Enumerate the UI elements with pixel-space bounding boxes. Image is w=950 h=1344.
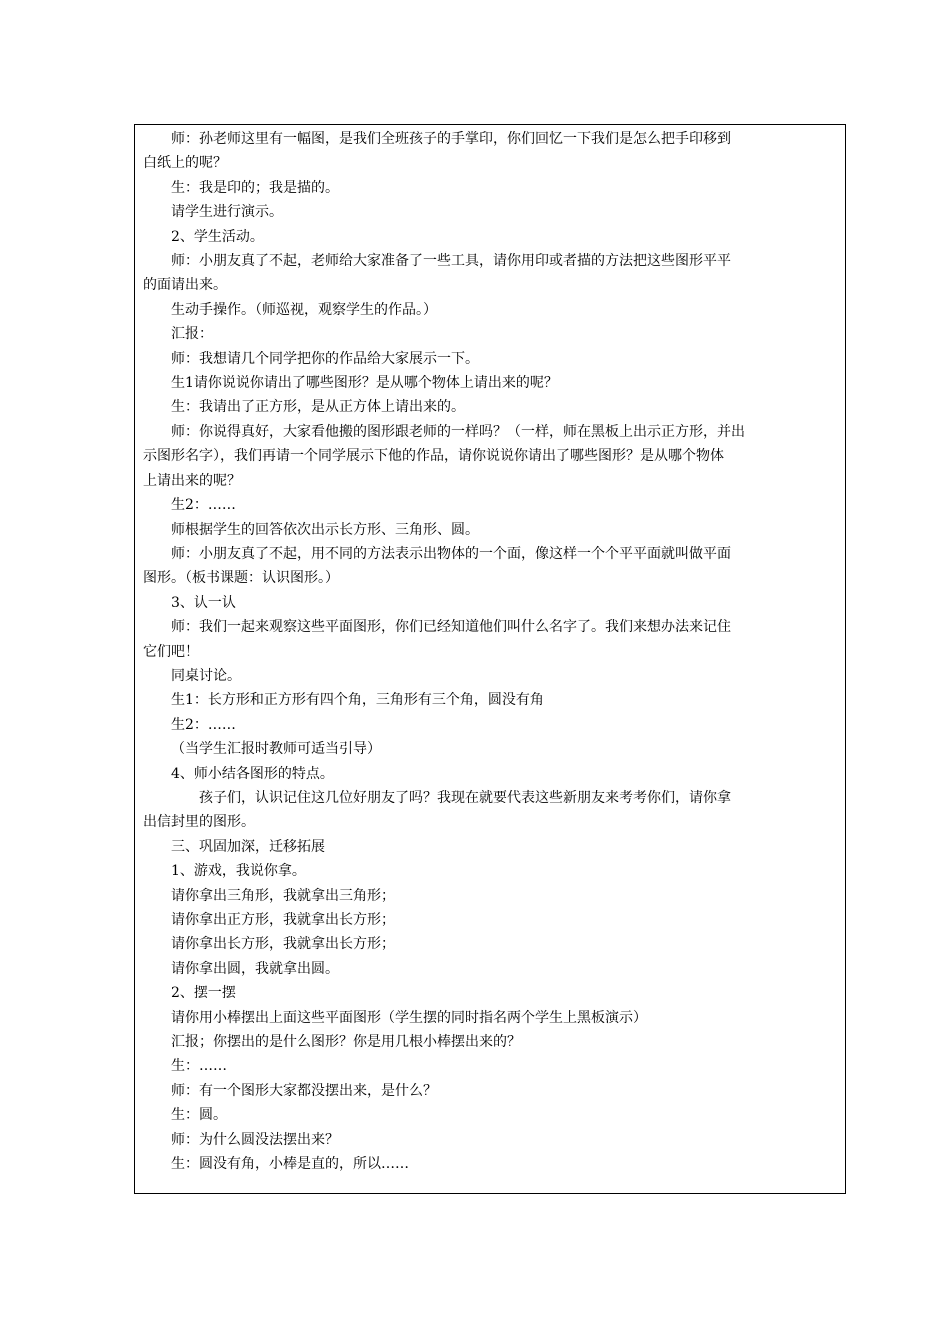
text-line: 请你拿出正方形，我就拿出长方形； bbox=[171, 912, 395, 928]
text-line: 请你用小棒摆出上面这些平面图形（学生摆的同时指名两个学生上黑板演示） bbox=[171, 1009, 647, 1026]
text-line: 白纸上的呢？ bbox=[143, 155, 227, 172]
text-line: 师：我们一起来观察这些平面图形，你们已经知道他们叫什么名字了。我们来想办法来记住 bbox=[171, 619, 731, 636]
text-line: 示图形名字），我们再请一个同学展示下他的作品，请你说说你请出了哪些图形？是从哪个物体 bbox=[143, 448, 724, 465]
text-line: 师：小朋友真了不起，老师给大家准备了一些工具，请你用印或者描的方法把这些图形平平 bbox=[171, 253, 731, 270]
text-line: 生动手操作。（师巡视，观察学生的作品。） bbox=[171, 301, 437, 318]
text-line: 生2：…… bbox=[171, 716, 236, 733]
text-line: （当学生汇报时教师可适当引导） bbox=[171, 741, 381, 758]
text-line: 生1：长方形和正方形有四个角，三角形有三个角，圆没有角 bbox=[171, 692, 544, 709]
text-line: 师：我想请几个同学把你的作品给大家展示一下。 bbox=[171, 350, 479, 367]
text-line: 汇报： bbox=[171, 326, 213, 343]
text-line: 师：你说得真好，大家看他搬的图形跟老师的一样吗？（一样，师在黑板上出示正方形，并出 bbox=[171, 423, 745, 440]
text-line: 的面请出来。 bbox=[143, 277, 227, 294]
text-line: 2、学生活动。 bbox=[171, 228, 264, 245]
text-line: 生：圆没有角，小棒是直的，所以…… bbox=[171, 1156, 409, 1173]
text-line: 上请出来的呢？ bbox=[143, 472, 241, 489]
text-line: 请你拿出三角形，我就拿出三角形； bbox=[171, 887, 395, 904]
text-line: 出信封里的图形。 bbox=[143, 814, 255, 831]
text-line: 同桌讨论。 bbox=[171, 667, 241, 684]
text-line: 师根据学生的回答依次出示长方形、三角形、圆。 bbox=[171, 521, 479, 538]
text-line: 汇报；你摆出的是什么图形？你是用几根小棒摆出来的？ bbox=[171, 1034, 521, 1051]
text-line: 请你拿出圆，我就拿出圆。 bbox=[171, 960, 339, 977]
text-line: 2、摆一摆 bbox=[171, 985, 236, 1002]
text-line: 生：圆。 bbox=[171, 1107, 227, 1124]
text-line: 生：我请出了正方形，是从正方体上请出来的。 bbox=[171, 399, 465, 416]
text-line: 1、游戏，我说你拿。 bbox=[171, 863, 306, 880]
text-line: 生：…… bbox=[171, 1058, 227, 1075]
text-line: 请学生进行演示。 bbox=[171, 204, 283, 221]
text-line: 图形。（板书课题：认识图形。） bbox=[143, 570, 339, 587]
text-line: 请你拿出长方形，我就拿出长方形； bbox=[171, 936, 395, 953]
text-line: 生2：…… bbox=[171, 497, 236, 514]
text-line: 它们吧！ bbox=[143, 643, 199, 660]
text-line: 师：为什么圆没法摆出来？ bbox=[171, 1131, 339, 1148]
text-line: 4、师小结各图形的特点。 bbox=[171, 765, 334, 782]
text-line: 孩子们，认识记住这几位好朋友了吗？我现在就要代表这些新朋友来考考你们，请你拿 bbox=[199, 789, 731, 806]
lesson-plan-table-cell bbox=[134, 124, 846, 1194]
text-line: 三、巩固加深，迁移拓展 bbox=[171, 838, 325, 855]
text-line: 生：我是印的；我是描的。 bbox=[171, 179, 339, 196]
text-line: 师：有一个图形大家都没摆出来，是什么？ bbox=[171, 1082, 437, 1099]
text-line: 师：小朋友真了不起，用不同的方法表示出物体的一个面，像这样一个个平平面就叫做平面 bbox=[171, 545, 731, 562]
text-line: 3、认一认 bbox=[171, 594, 236, 611]
text-line: 生1请你说说你请出了哪些图形？是从哪个物体上请出来的呢？ bbox=[171, 375, 558, 392]
text-line: 师：孙老师这里有一幅图，是我们全班孩子的手掌印，你们回忆一下我们是怎么把手印移到 bbox=[171, 131, 731, 147]
